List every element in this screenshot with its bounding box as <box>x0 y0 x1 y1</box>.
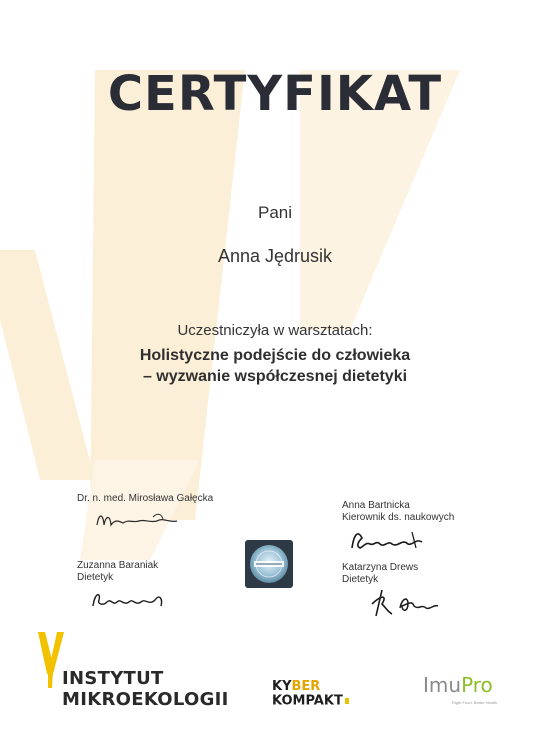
hologram-seal-icon <box>245 540 293 588</box>
course-title-line2: – wyzwanie współczesnej dietetyki <box>142 368 408 385</box>
signatory-name: Katarzyna Drews <box>342 562 419 573</box>
imupro-logo <box>423 673 493 697</box>
signature-baraniak <box>77 584 187 612</box>
signature-drews <box>342 586 452 620</box>
salutation: Pani <box>257 203 293 222</box>
institute-name-line1: INSTYTUT <box>62 668 164 689</box>
certificate-title: CERTYFIKAT <box>107 66 443 122</box>
signatory-baraniak <box>77 560 267 612</box>
kyber-tm-badge <box>345 698 349 704</box>
signatory-name: Zuzanna Baraniak <box>77 560 159 571</box>
signatory-galecka <box>77 493 267 533</box>
signatory-drews <box>342 562 532 620</box>
recipient-name: Anna Jędrusik <box>217 246 333 266</box>
signatory-name: Dr. n. med. Mirosława Gałęcka <box>77 493 214 504</box>
signatory-role: Kierownik ds. naukowych <box>342 512 455 523</box>
kyber-kompakt-logo <box>272 680 349 709</box>
signatory-role: Dietetyk <box>77 572 114 583</box>
imupro-pro: Pro <box>461 673 493 697</box>
imupro-tagline: Right Food. Better Health. <box>452 700 499 705</box>
kyber-kompakt: KOMPAKT <box>272 693 343 709</box>
signature-bartnicka <box>342 524 452 554</box>
course-title <box>0 345 550 387</box>
workshop-intro: Uczestniczyła w warsztatach: <box>177 322 373 339</box>
institute-name-line2: MIKROEKOLOGII <box>62 689 229 710</box>
signature-galecka <box>77 505 187 533</box>
signatory-bartnicka <box>342 500 532 554</box>
kyber-ber: BER <box>291 679 321 694</box>
kyber-ky: KY <box>272 679 292 694</box>
signatory-name: Anna Bartnicka <box>342 500 410 511</box>
course-title-line1: Holistyczne podejście do człowieka <box>139 347 411 364</box>
imupro-imu: Imu <box>423 673 462 697</box>
signatory-role: Dietetyk <box>342 574 379 585</box>
